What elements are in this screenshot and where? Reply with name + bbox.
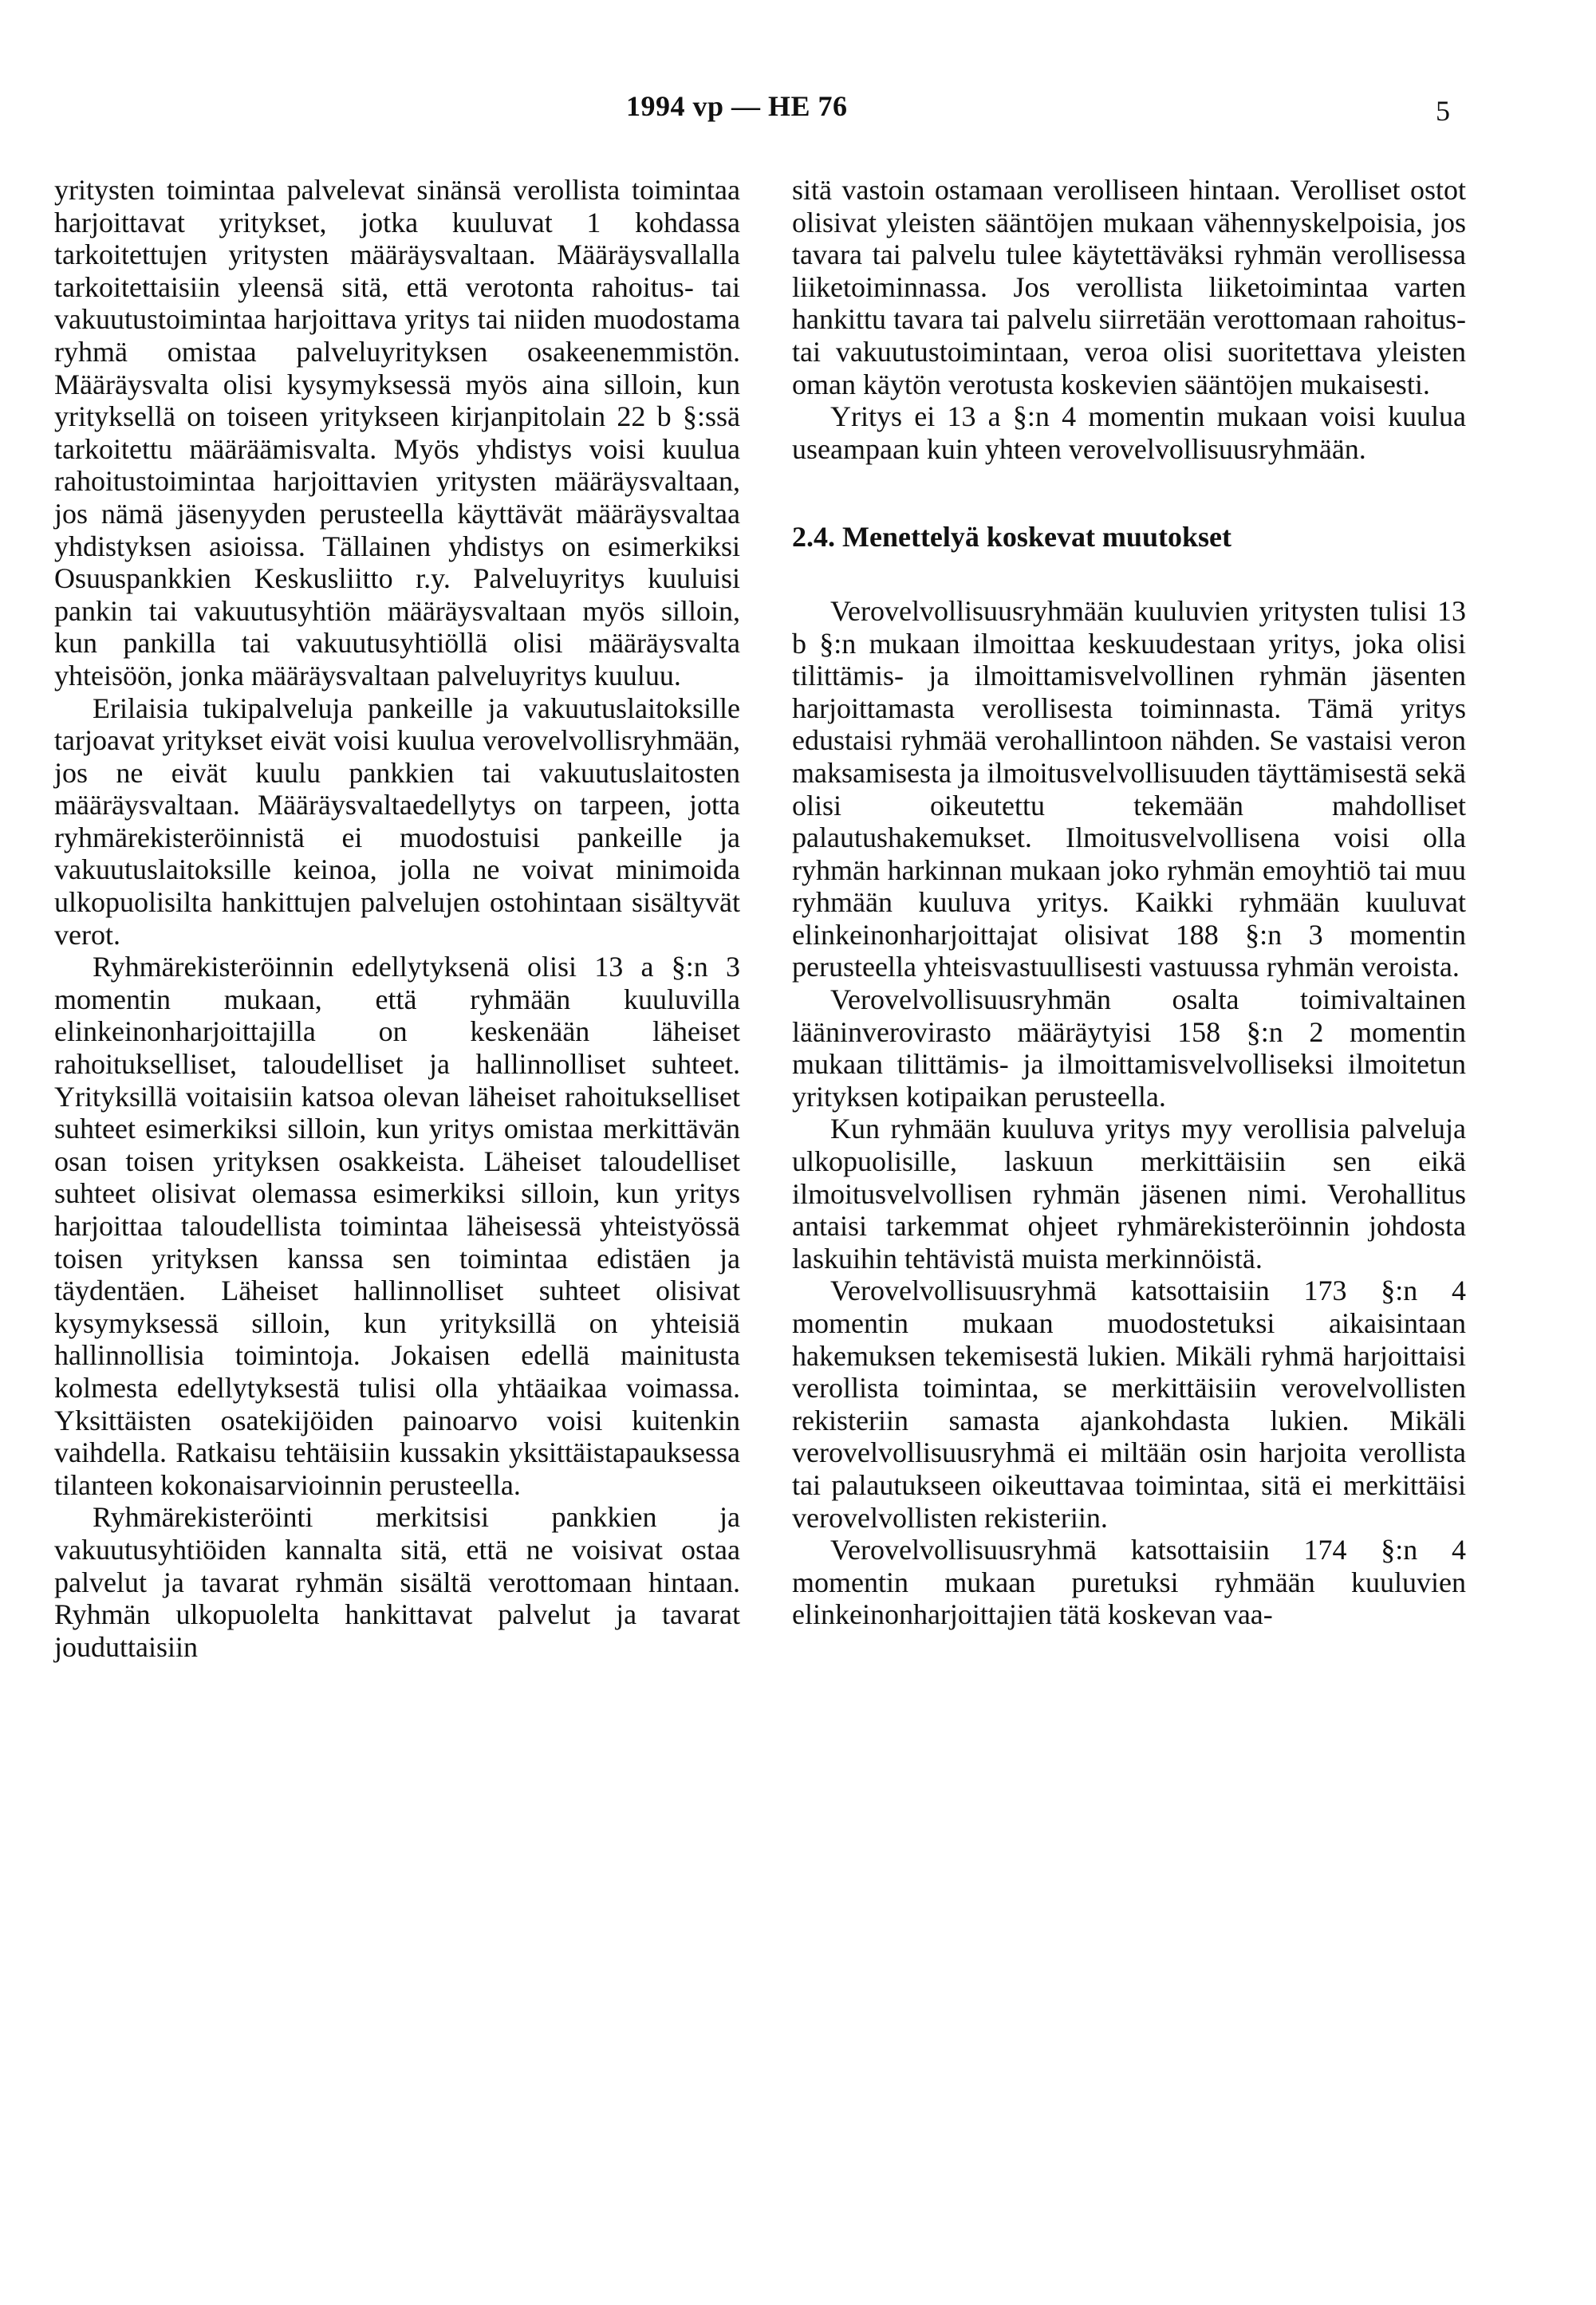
paragraph: Ryhmärekisteröinti merkitsisi pankkien ja vakuutusyhtiöiden kannalta sitä, että ne voisivat ostaa palvelut ja tavarat ryhmän sisältä verottomaan hintaan. Ryhmän ulkopuolelta hankittavat palvelut ja tavarat jouduttaisiin [54,1501,740,1663]
paragraph: Kun ryhmään kuuluva yritys myy verollisia palveluja ulkopuolisille, laskuun merkittäisiin sen eikä ilmoitusvelvollisen ryhmän jäsenen nimi. Verohallitus antaisi tarkemmat ohjeet ryhmärekisteröinnin johdosta laskuihin tehtävistä muista merkinnöistä. [792,1113,1466,1275]
paragraph: Verovelvollisuusryhmä katsottaisiin 173 §:n 4 momentin mukaan muodostetuksi aikaisintaan hakemuksen tekemisestä lukien. Mikäli ryhmä harjoittaisi verollista toimintaa, se merkittäisiin verovelvollisten rekisteriin samasta ajankohdasta lukien. Mikäli verovelvollisuusryhmä ei miltään osin harjoita verollista tai palautukseen oikeuttavaa toimintaa, sitä ei merkittäisi verovelvollisten rekisteriin. [792,1275,1466,1534]
left-column [54,174,740,1663]
right-column [792,174,1466,1631]
paragraph: Yritys ei 13 a §:n 4 momentin mukaan voisi kuulua useampaan kuin yhteen verovelvollisuusryhmään. [792,400,1466,465]
page-header [0,89,1596,137]
paragraph: sitä vastoin ostamaan verolliseen hintaan. Verolliset ostot olisivat yleisten sääntöjen mukaan vähennyskelpoisia, jos tavara tai palvelu tulee käytettäväksi ryhmän verollisessa liiketoiminnassa. Jos verollista liiketoimintaa varten hankittu tavara tai palvelu siirretään verottomaan rahoitus- tai vakuutustoimintaan, veroa olisi suoritettava yleisten oman käytön verotusta koskevien sääntöjen mukaisesti. [792,174,1466,400]
paragraph: Erilaisia tukipalveluja pankeille ja vakuutuslaitoksille tarjoavat yritykset eivät voisi kuulua verovelvollisryhmään, jos ne eivät kuulu pankkien tai vakuutuslaitosten määräysvaltaan. Määräysvaltaedellytys on tarpeen, jotta ryhmärekisteröinnistä ei muodostuisi pankeille ja vakuutuslaitoksille keinoa, jolla ne voivat minimoida ulkopuolisilta hankittujen palvelujen ostohintaan sisältyvät verot. [54,692,740,951]
running-head: 1994 vp — HE 76 [626,90,848,122]
section-heading: 2.4. Menettelyä koskevat muutokset [792,521,1231,554]
page-number: 5 [1436,95,1450,127]
paragraph: Verovelvollisuusryhmän osalta toimivaltainen lääninverovirasto määräytyisi 158 §:n 2 momentin mukaan tilittämis- ja ilmoittamisvelvolliseksi ilmoitetun yrityksen kotipaikan perusteella. [792,983,1466,1113]
paragraph: Ryhmärekisteröinnin edellytyksenä olisi 13 a §:n 3 momentin mukaan, että ryhmään kuuluvilla elinkeinonharjoittajilla on keskenään läheiset rahoitukselliset, taloudelliset ja hallinnolliset suhteet. Yrityksillä voitaisiin katsoa olevan läheiset rahoitukselliset suhteet esimerkiksi silloin, kun yritys omistaa merkittävän osan toisen yrityksen osakkeista. Läheiset taloudelliset suhteet olisivat olemassa esimerkiksi silloin, kun yritys harjoittaa taloudellista toimintaa läheisessä yhteistyössä toisen yrityksen kanssa sen toimintaa edistäen ja täydentäen. Läheiset hallinnolliset suhteet olisivat kysymyksessä silloin, kun yrityksillä on yhteisiä hallinnollisia toimintoja. Jokaisen edellä mainitusta kolmesta edellytyksestä tulisi olla yhtäaikaa voimassa. Yksittäisten osatekijöiden painoarvo voisi kuitenkin vaihdella. Ratkaisu tehtäisiin kussakin yksittäistapauksessa tilanteen kokonaisarvioinnin perusteella. [54,951,740,1501]
paragraph: yritysten toimintaa palvelevat sinänsä verollista toimintaa harjoittavat yritykset, jotka kuuluvat 1 kohdassa tarkoitettujen yritysten määräysvaltaan. Määräysvallalla tarkoitettaisiin yleensä sitä, että verotonta rahoitus- tai vakuutustoimintaa harjoittava yritys tai niiden muodostama ryhmä omistaa palveluyrityksen osakeenemmistön. Määräysvalta olisi kysymyksessä myös aina silloin, kun yrityksellä on toiseen yritykseen kirjanpitolain 22 b §:ssä tarkoitettu määräämisvalta. Myös yhdistys voisi kuulua rahoitustoimintaa harjoittavien yritysten määräysvaltaan, jos nämä jäsenyyden perusteella käyttävät määräysvaltaa yhdistyksen asioissa. Tällainen yhdistys on esimerkiksi Osuuspankkien Keskusliitto r.y. Palveluyritys kuuluisi pankin tai vakuutusyhtiön määräysvaltaan myös silloin, kun pankilla tai vakuutusyhtiöllä olisi määräysvalta yhteisöön, jonka määräysvaltaan palveluyritys kuuluu. [54,174,740,692]
paragraph: Verovelvollisuusryhmä katsottaisiin 174 §:n 4 momentin mukaan puretuksi ryhmään kuuluvien elinkeinonharjoittajien tätä koskevan vaa- [792,1534,1466,1631]
paragraph: Verovelvollisuusryhmään kuuluvien yritysten tulisi 13 b §:n mukaan ilmoittaa keskuudestaan yritys, joka olisi tilittämis- ja ilmoittamisvelvollinen ryhmän jäsenten harjoittamasta verollisesta toiminnasta. Tämä yritys edustaisi ryhmää verohallintoon nähden. Se vastaisi veron maksamisesta ja ilmoitusvelvollisuuden täyttämisestä sekä olisi oikeutettu tekemään mahdolliset palautushakemukset. Ilmoitusvelvollisena voisi olla ryhmän harkinnan mukaan joko ryhmän emoyhtiö tai muu ryhmään kuuluva yritys. Kaikki ryhmään kuuluvat elinkeinonharjoittajat olisivat 188 §:n 3 momentin perusteella yhteisvastuullisesti vastuussa ryhmän veroista. [792,594,1466,983]
